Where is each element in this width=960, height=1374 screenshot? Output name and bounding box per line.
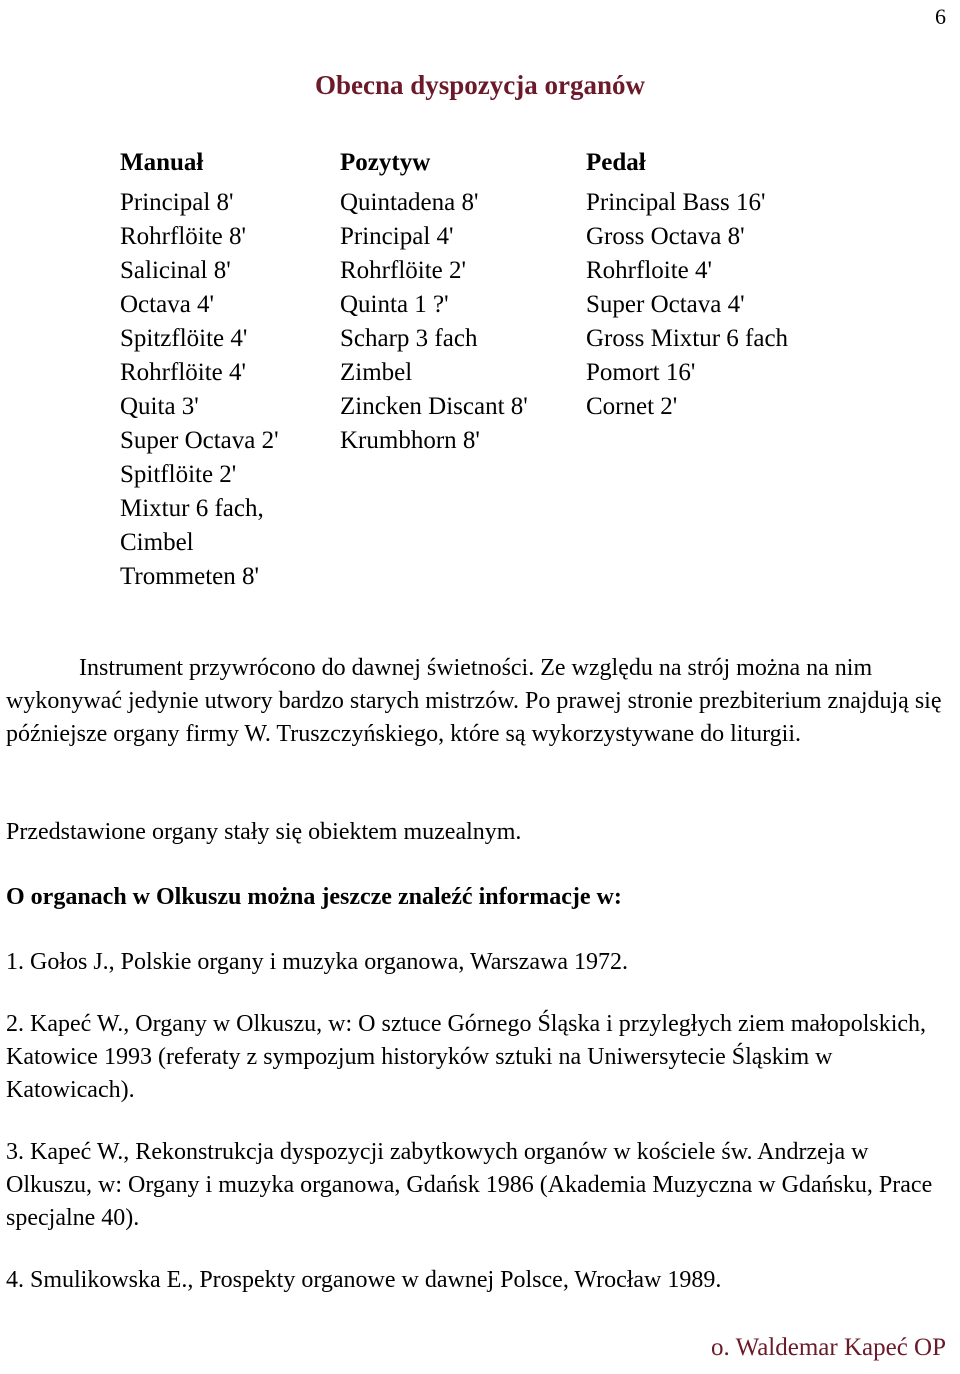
reference-list bbox=[6, 946, 956, 1326]
column-pozytyw bbox=[340, 146, 528, 458]
museum-paragraph: Przedstawione organy stały się obiektem muzealnym. bbox=[6, 819, 522, 845]
stop-item: Trommeten 8' bbox=[120, 563, 260, 590]
stop-item: Salicinal 8' bbox=[120, 257, 231, 284]
stop-item: Rohrflöite 8' bbox=[120, 223, 247, 250]
stop-item: Quita 3' bbox=[120, 393, 199, 420]
stop-item: Octava 4' bbox=[120, 291, 215, 318]
reference-item: 4. Smulikowska E., Prospekty organowe w dawnej Polsce, Wrocław 1989. bbox=[6, 1267, 722, 1293]
stop-item: Zimbel bbox=[340, 359, 413, 386]
stop-item: Spitflöite 2' bbox=[120, 461, 237, 488]
stop-item: Super Octava 2' bbox=[120, 427, 279, 454]
stop-item: Rohrflöite 2' bbox=[340, 257, 467, 284]
page-number: 6 bbox=[935, 4, 946, 29]
stop-item: Mixtur 6 fach, bbox=[120, 495, 264, 522]
more-info-heading: O organach w Olkuszu można jeszcze znaleźć informacje w: bbox=[6, 884, 622, 910]
stop-item: Principal Bass 16' bbox=[586, 189, 766, 216]
stop-item: Scharp 3 fach bbox=[340, 325, 478, 352]
reference-item: 1. Gołos J., Polskie organy i muzyka organowa, Warszawa 1972. bbox=[6, 949, 628, 975]
page-title: Obecna dyspozycja organów bbox=[315, 70, 645, 100]
stop-item: Cimbel bbox=[120, 529, 194, 556]
stop-item: Krumbhorn 8' bbox=[340, 427, 480, 454]
stop-item: Rohrfloite 4' bbox=[586, 257, 713, 284]
author-signature: o. Waldemar Kapeć OP bbox=[711, 1334, 946, 1361]
column-heading-pedal: Pedał bbox=[586, 149, 646, 176]
stop-item: Spitzflöite 4' bbox=[120, 325, 248, 352]
column-heading-manual: Manuał bbox=[120, 149, 204, 176]
reference-item: 3. Kapeć W., Rekonstrukcja dyspozycji zabytkowych organów w kościele św. Andrzeja w Olkuszu, w: Organy i muzyka organowa, Gdańsk 1986 (Akademia Muzyczna w Gdańsku, Prace specjalne 40). bbox=[6, 1139, 933, 1231]
column-manual bbox=[120, 146, 279, 594]
reference-item: 2. Kapeć W., Organy w Olkuszu, w: O sztuce Górnego Śląska i przyległych ziem małopolskich, Katowice 1993 (referaty z sympozjum historyków sztuki na Uniwersytecie Śląskim w Katowicach). bbox=[6, 1011, 927, 1103]
stop-item: Principal 4' bbox=[340, 223, 454, 250]
stop-item: Gross Octava 8' bbox=[586, 223, 745, 250]
stop-item: Gross Mixtur 6 fach bbox=[586, 325, 789, 352]
stop-item: Pomort 16' bbox=[586, 359, 696, 386]
stop-item: Quintadena 8' bbox=[340, 189, 479, 216]
restoration-paragraph: Instrument przywrócono do dawnej świetności. Ze względu na strój można na nim wykonywać jedynie utwory bardzo starych mistrzów. Po prawej stronie prezbiterium znajdują się późniejsze organy firmy W. Truszczyńskiego, które są wykorzystywane do liturgii. bbox=[6, 655, 942, 747]
column-heading-pozytyw: Pozytyw bbox=[340, 149, 431, 176]
stop-item: Cornet 2' bbox=[586, 393, 678, 420]
column-pedal bbox=[586, 146, 788, 424]
stop-item: Principal 8' bbox=[120, 189, 234, 216]
stop-item: Quinta 1 ?' bbox=[340, 291, 449, 318]
stop-item: Rohrflöite 4' bbox=[120, 359, 247, 386]
stop-item: Super Octava 4' bbox=[586, 291, 745, 318]
stop-item: Zincken Discant 8' bbox=[340, 393, 528, 420]
